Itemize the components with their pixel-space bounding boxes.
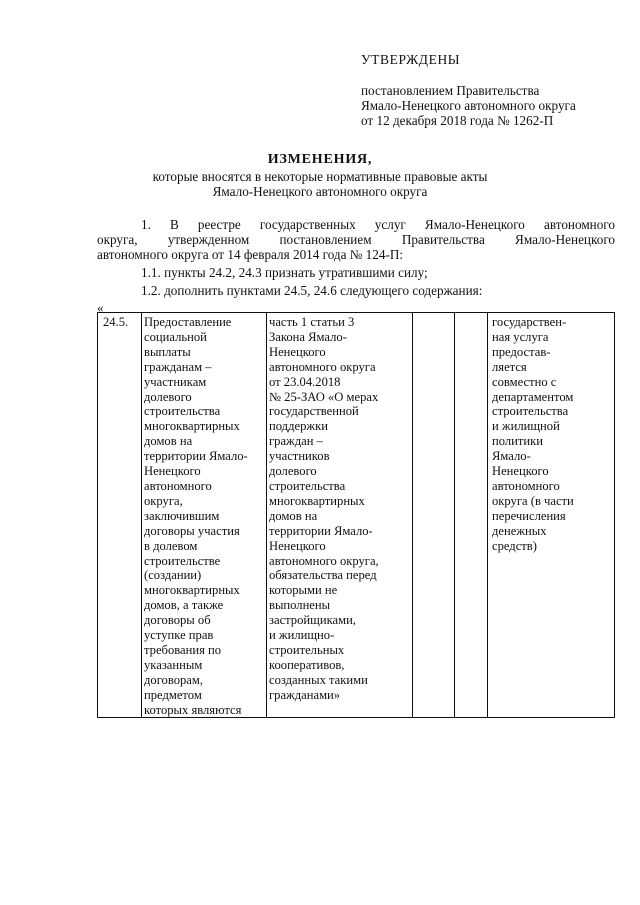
legal-basis-line: участников [269,449,330,464]
service-name-line: участникам [144,374,207,389]
service-name-line: требования по [144,642,222,657]
notes-line: строительства [492,404,569,419]
service-name-line: гражданам – [144,359,212,374]
legal-basis-line: гражданами» [269,687,341,702]
service-name-line: договоры об [144,613,211,628]
cell-empty-1-text [413,313,454,315]
legal-basis-line: автономного округа, [269,553,379,568]
cell-empty-1 [413,313,455,718]
legal-basis-line: от 23.04.2018 [269,374,341,389]
registry-table [97,312,615,718]
service-name-line: строительства [144,404,221,419]
legal-basis-line: кооперативов, [269,657,345,672]
legal-basis-line: долевого [269,464,317,479]
service-name-line: указанным [144,657,203,672]
approval-line-3: от 12 декабря 2018 года № 1262-П [361,113,554,128]
legal-basis-line: выполнены [269,598,331,613]
legal-basis-line: территории Ямало- [269,523,373,538]
service-name-line: предметом [144,687,202,702]
notes-line: Ненецкого [492,464,549,479]
service-name-line: в долевом [144,538,198,553]
approval-line-1: постановлением Правительства [361,83,540,98]
paragraph-1-line-2: округа, утвержденном постановлением Правительства Ямало-Ненецкого [97,232,615,247]
service-name-line: строительстве [144,553,221,568]
notes-text [488,313,614,554]
cell-legal-basis [267,313,413,718]
notes-line: политики [492,434,543,449]
notes-line: предостав- [492,344,551,359]
row-number: 24.5. [103,315,129,329]
service-name-line: договорам, [144,672,204,687]
document-title: ИЗМЕНЕНИЯ, [267,152,373,167]
document-subtitle-line-1: которые вносятся в некоторые нормативные правовые акты [152,169,488,184]
paragraph-1-line-3: автономного округа от 14 февраля 2014 года № 124-П: [97,247,404,262]
service-name-line: автономного [144,478,212,493]
service-name-line: которых являются [144,702,242,717]
service-name-line: домов, а также [144,598,224,613]
legal-basis-line: граждан – [269,434,323,449]
notes-line: округа (в части [492,493,574,508]
legal-basis-line: строительных [269,642,345,657]
legal-basis-line: застройщиками, [269,613,356,628]
table-row [98,313,615,718]
legal-basis-line: и жилищно- [269,628,335,643]
legal-basis-text [267,313,412,703]
service-name-line: многоквартирных [144,419,240,434]
legal-basis-line: государственной [269,404,359,419]
legal-basis-line: строительства [269,478,346,493]
notes-line: средств) [492,538,537,553]
service-name-line: домов на [144,434,193,449]
legal-basis-line: созданных такими [269,672,368,687]
approval-line-2: Ямало-Ненецкого автономного округа [361,98,576,113]
notes-line: департаментом [492,389,574,404]
item-1-1: 1.1. пункты 24.2, 24.3 признать утратившими силу; [141,265,428,280]
service-name-line: (создании) [144,568,202,583]
service-name-line: Предоставление [144,315,232,329]
service-name-line: территории Ямало- [144,449,248,464]
legal-basis-line: многоквартирных [269,493,365,508]
service-name-line: многоквартирных [144,583,240,598]
service-name-line: Ненецкого [144,464,201,479]
notes-line: денежных [492,523,547,538]
opening-quote-mark: « [97,300,104,315]
paragraph-1-line-1: 1. В реестре государственных услуг Ямало-Ненецкого автономного [141,217,615,232]
service-name-line: выплаты [144,344,191,359]
legal-basis-line: автономного округа [269,359,376,374]
legal-basis-line: которыми не [269,583,338,598]
legal-basis-line: домов на [269,508,318,523]
service-name-line: заключившим [144,508,220,523]
notes-line: государствен- [492,315,567,329]
document-subtitle-line-2: Ямало-Ненецкого автономного округа [212,184,428,199]
legal-basis-line: поддержки [269,419,328,434]
notes-line: совместно с [492,374,557,389]
cell-service-name [142,313,267,718]
service-name-line: долевого [144,389,192,404]
cell-row-number [98,313,142,718]
cell-notes [488,313,615,718]
service-name-text [142,313,266,717]
cell-empty-2-text [455,313,487,315]
approval-title: УТВЕРЖДЕНЫ [361,52,461,67]
service-name-line: уступке прав [144,628,214,643]
cell-empty-2 [455,313,488,718]
notes-line: и жилищной [492,419,560,434]
legal-basis-line: Ненецкого [269,538,326,553]
service-name-line: договоры участия [144,523,240,538]
service-name-line: округа, [144,493,183,508]
legal-basis-line: Ненецкого [269,344,326,359]
legal-basis-line: часть 1 статьи 3 [269,315,355,329]
notes-line: перечисления [492,508,566,523]
notes-line: автономного [492,478,560,493]
legal-basis-line: № 25-ЗАО «О мерах [269,389,379,404]
legal-basis-line: обязательства перед [269,568,377,583]
service-name-line: социальной [144,329,207,344]
notes-line: ная услуга [492,329,549,344]
notes-line: ляется [492,359,527,374]
notes-line: Ямало- [492,449,531,464]
legal-basis-line: Закона Ямало- [269,329,347,344]
item-1-2: 1.2. дополнить пунктами 24.5, 24.6 следующего содержания: [141,283,483,298]
